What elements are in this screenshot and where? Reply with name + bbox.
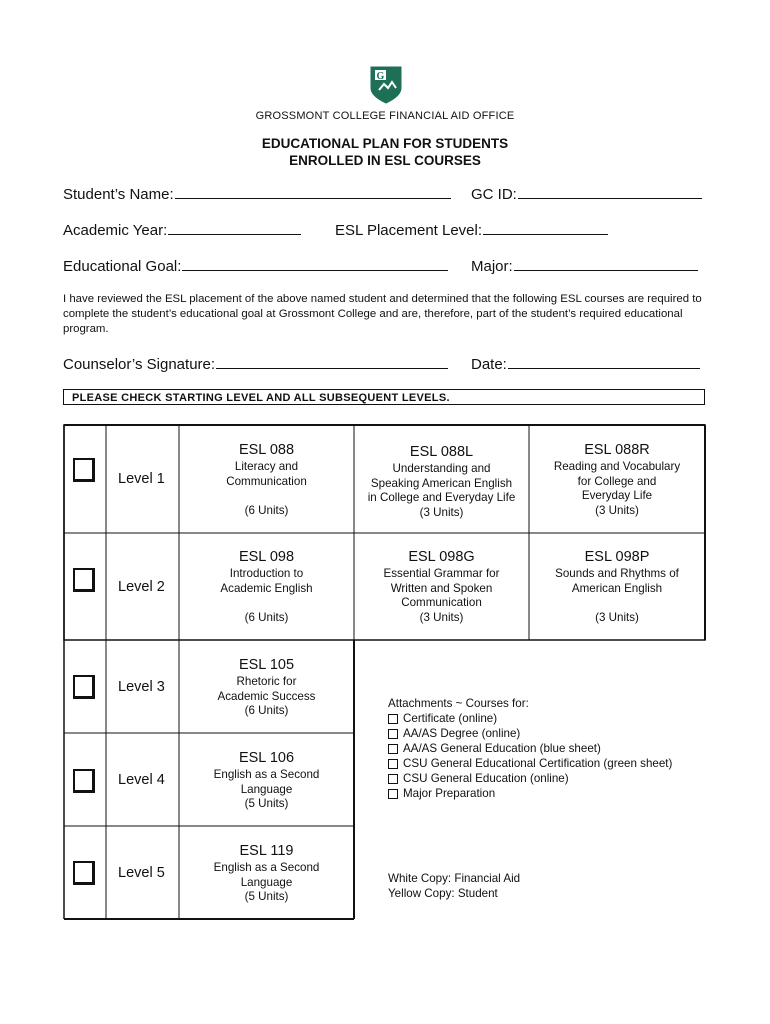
- course-desc-line: Written and Spoken: [390, 581, 493, 595]
- attachment-label: CSU General Educational Certification (green sheet): [403, 757, 673, 770]
- attachment-label: Certificate (online): [403, 712, 498, 725]
- course-esl-098g: [354, 548, 529, 625]
- logo-letter: G: [376, 71, 385, 82]
- course-desc-line: Communication: [226, 474, 307, 488]
- course-code: ESL 088R: [584, 442, 650, 458]
- level-4-label: Level 4: [118, 772, 165, 788]
- course-desc-line: Rhetoric for: [236, 675, 297, 688]
- gc-id-label: GC ID:: [471, 186, 517, 203]
- attachment-label: Major Preparation: [403, 787, 496, 800]
- major-label: Major:: [471, 258, 513, 275]
- instruction-banner: PLEASE CHECK STARTING LEVEL AND ALL SUBSEQUENT LEVELS.: [63, 389, 705, 405]
- course-esl-088: [179, 441, 354, 519]
- course-code: ESL 098: [238, 549, 295, 565]
- course-esl-098: [179, 548, 354, 626]
- course-code: ESL 098P: [584, 549, 650, 565]
- course-esl-088l: [354, 443, 529, 520]
- course-code: ESL 106: [238, 750, 295, 766]
- course-desc-line: Understanding and: [392, 462, 491, 475]
- course-units: (6 Units): [244, 504, 289, 517]
- counselor-signature-label: Counselor’s Signature:: [63, 356, 216, 373]
- attachment-item[interactable]: [388, 786, 672, 801]
- attachment-label: AA/AS Degree (online): [403, 727, 521, 740]
- course-desc-line: Literacy and: [234, 460, 299, 473]
- attachment-checkbox[interactable]: [388, 774, 398, 784]
- course-code: ESL 119: [239, 843, 294, 859]
- attachment-item[interactable]: [388, 711, 672, 726]
- attachment-item[interactable]: [388, 756, 672, 771]
- course-code: ESL 098G: [408, 549, 475, 565]
- course-units: (5 Units): [244, 797, 289, 810]
- course-desc-line: Speaking American English: [370, 476, 513, 490]
- course-units: (3 Units): [595, 503, 639, 517]
- course-units: (5 Units): [244, 890, 289, 903]
- course-esl-119: [179, 842, 354, 905]
- course-units: (6 Units): [244, 611, 289, 624]
- course-desc-line: Communication: [401, 596, 482, 609]
- course-desc-line: Reading and Vocabulary: [553, 460, 681, 473]
- course-code: ESL 105: [238, 657, 295, 673]
- title-line-2: ENROLLED IN ESL COURSES: [289, 153, 481, 168]
- attachment-checkbox[interactable]: [388, 714, 398, 724]
- attachment-item[interactable]: [388, 726, 672, 741]
- attachment-checkbox[interactable]: [388, 759, 398, 769]
- academic-year-label: Academic Year:: [63, 222, 168, 239]
- title-line-1: EDUCATIONAL PLAN FOR STUDENTS: [261, 136, 509, 151]
- level-1-checkbox[interactable]: [73, 458, 95, 482]
- course-desc-line: for College and: [577, 474, 657, 488]
- course-desc-line: Language: [240, 875, 293, 889]
- level-3-checkbox[interactable]: [73, 675, 95, 699]
- course-desc-line: Introduction to: [229, 567, 304, 580]
- copy-distribution: [388, 871, 520, 901]
- course-desc-line: Everyday Life: [581, 489, 653, 502]
- attachments-list: [388, 696, 672, 801]
- level-5-label: Level 5: [118, 865, 165, 881]
- course-code: ESL 088: [238, 442, 295, 458]
- course-units: (3 Units): [419, 610, 464, 624]
- attachment-checkbox[interactable]: [388, 744, 398, 754]
- level-2-label: Level 2: [118, 579, 165, 595]
- course-desc-line: English as a Second: [213, 768, 320, 781]
- course-desc-line: Academic Success: [217, 689, 316, 703]
- attachment-item[interactable]: [388, 741, 672, 756]
- counselor-statement: I have reviewed the ESL placement of the above named student and determined that the following ESL courses are required to complete the student’s educational goal at Grossmont College and are, therefore, part of the student’s required educational program.: [63, 293, 702, 335]
- course-desc-line: Academic English: [220, 581, 313, 595]
- office-name: GROSSMONT COLLEGE FINANCIAL AID OFFICE: [255, 110, 515, 122]
- course-units: (3 Units): [595, 611, 639, 624]
- course-desc-line: American English: [571, 581, 663, 595]
- attachment-checkbox[interactable]: [388, 729, 398, 739]
- educational-goal-label: Educational Goal:: [63, 258, 182, 275]
- white-copy-note: White Copy: Financial Aid: [388, 872, 521, 885]
- course-desc-line: Language: [240, 782, 293, 796]
- course-esl-105: [179, 656, 354, 719]
- course-code: ESL 088L: [409, 444, 474, 460]
- course-units: (3 Units): [419, 505, 464, 519]
- yellow-copy-note: Yellow Copy: Student: [388, 887, 498, 900]
- level-5-checkbox[interactable]: [73, 861, 95, 885]
- attachment-label: CSU General Education (online): [403, 772, 569, 785]
- course-desc-line: Essential Grammar for: [383, 567, 500, 580]
- attachments-heading: Attachments ~ Courses for:: [388, 697, 529, 710]
- course-esl-088r: [529, 441, 705, 518]
- level-1-label: Level 1: [118, 471, 165, 487]
- course-desc-line: in College and Everyday Life: [367, 491, 516, 504]
- attachment-checkbox[interactable]: [388, 789, 398, 799]
- level-4-checkbox[interactable]: [73, 769, 95, 793]
- level-2-checkbox[interactable]: [73, 568, 95, 592]
- course-desc-line: Sounds and Rhythms of: [555, 567, 679, 580]
- esl-placement-label: ESL Placement Level:: [335, 222, 483, 239]
- course-desc-line: English as a Second: [213, 861, 320, 874]
- date-label: Date:: [471, 356, 507, 373]
- course-esl-106: [179, 749, 354, 812]
- course-esl-098p: [529, 548, 705, 626]
- course-units: (6 Units): [244, 704, 289, 717]
- attachment-label: AA/AS General Education (blue sheet): [403, 742, 601, 755]
- attachment-item[interactable]: [388, 771, 672, 786]
- student-name-label: Student’s Name:: [63, 186, 174, 203]
- level-3-label: Level 3: [118, 679, 165, 695]
